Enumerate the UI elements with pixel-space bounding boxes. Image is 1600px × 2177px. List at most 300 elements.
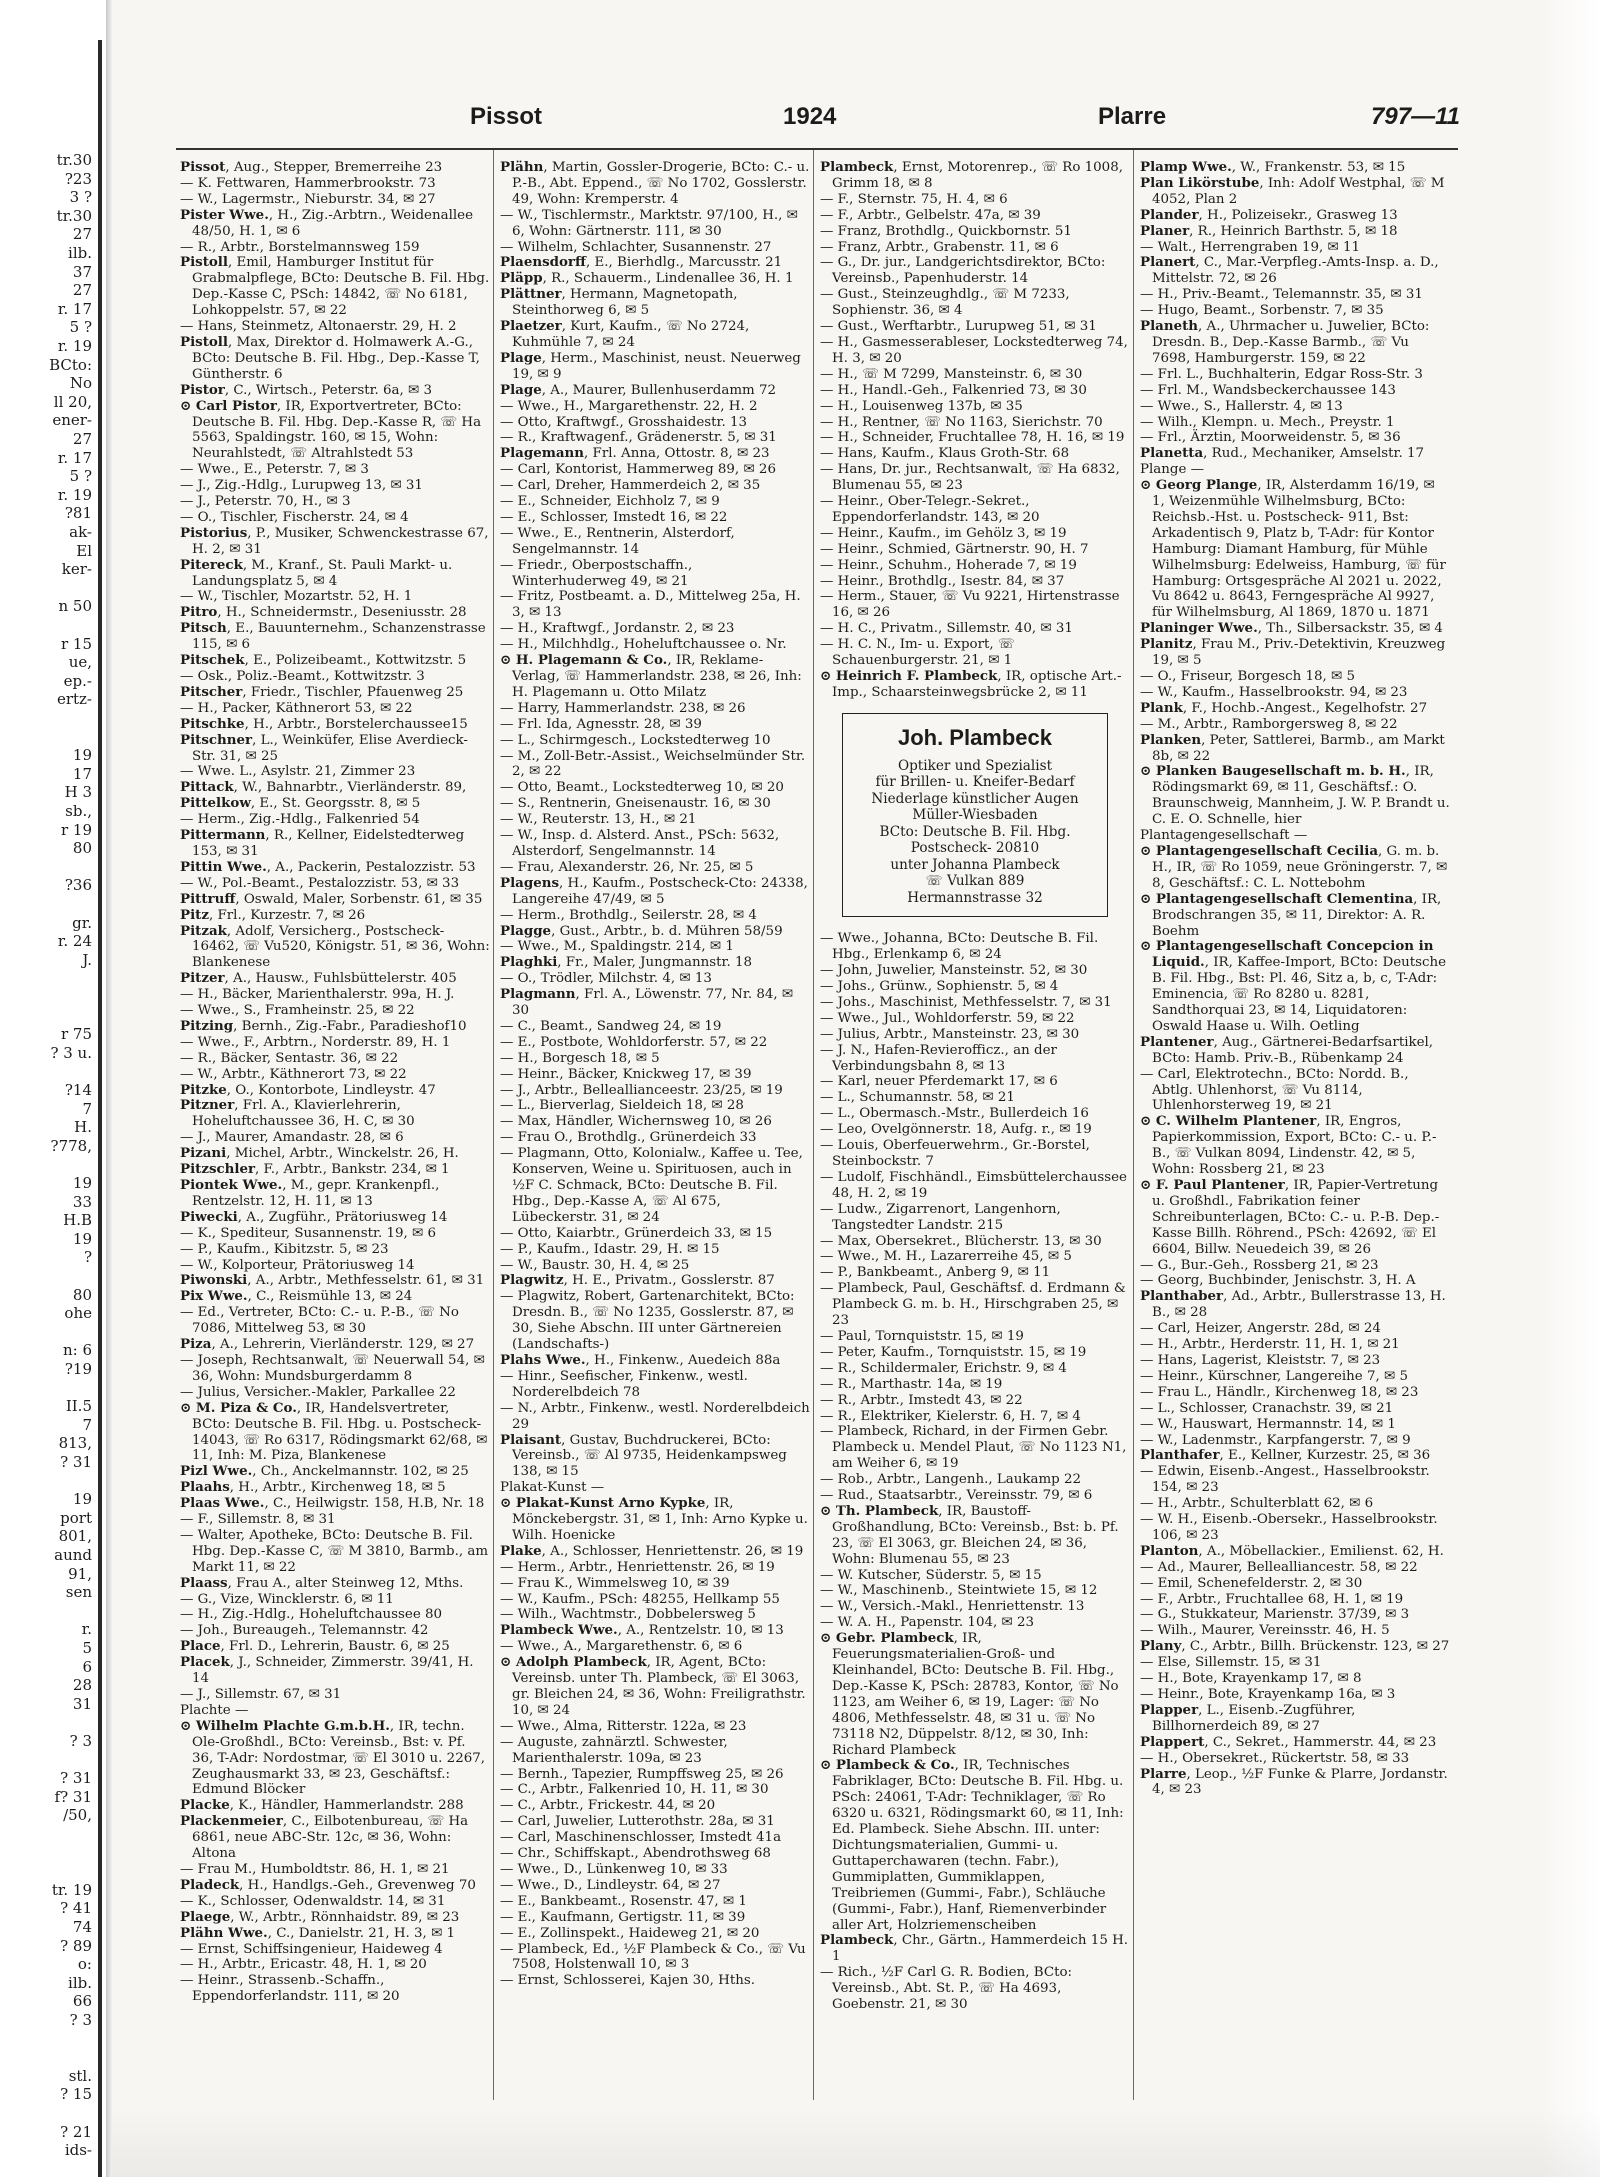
directory-entry: Pitzing, Bernh., Zig.-Fabr., Paradieshof10 xyxy=(180,1017,467,1034)
directory-entry: — Ed., Vertreter, BCto: C.- u. P.-B., ☏ No 7086, Mittelweg 53, ✉ 30 xyxy=(180,1305,459,1337)
column-3-entries-bottom xyxy=(820,931,1130,2013)
directory-entry: — Harry, Hammerlandstr. 238, ✉ 26 xyxy=(500,700,746,716)
directory-entry: — Julius, Versicher.-Makler, Parkallee 22 xyxy=(180,1384,456,1400)
directory-entry: — W., Ladenmstr., Karpfangerstr. 7, ✉ 9 xyxy=(1140,1432,1411,1448)
gutter-fragment: r. 19 xyxy=(57,485,92,504)
directory-entry: Plange — xyxy=(1140,462,1205,478)
page-edge xyxy=(1540,0,1600,2177)
directory-entry: Planer, R., Heinrich Barthstr. 5, ✉ 18 xyxy=(1140,222,1398,239)
gutter-fragment: ?14 xyxy=(64,1081,92,1099)
binding-gutter xyxy=(0,0,112,2177)
directory-entry: ⊙ Wilhelm Plachte G.m.b.H., IR, techn. Ole-Großhdl., BCto: Vereinsb., Bst: v. Pf. 36, T-Adr: Nordostmar, ☏ El 3010 u. 2267, Zeughausmarkt 33, ✉ 23, Geschäftsf.: Edmund Blöcker xyxy=(180,1717,486,1798)
directory-entry: — Frl. Ida, Agnesstr. 28, ✉ 39 xyxy=(500,716,702,732)
directory-entry: — W., Hauswart, Hermannstr. 14, ✉ 1 xyxy=(1140,1416,1396,1432)
directory-entry: — Wwe., A., Margarethenstr. 6, ✉ 6 xyxy=(500,1639,743,1655)
directory-entry: Plagge, Gust., Arbtr., b. d. Mühren 58/59 xyxy=(500,922,783,939)
directory-entry: Pitzak, Adolf, Versicherg., Postscheck-16462, ☏ Vu520, Königstr. 51, ✉ 36, Wohn: Blankenese xyxy=(180,922,490,971)
directory-entry: Pitzschler, F., Arbtr., Bankstr. 234, ✉ 1 xyxy=(180,1161,450,1178)
directory-column-3 xyxy=(820,160,1130,2100)
ad-line: Niederlage künstlicher Augen xyxy=(871,790,1079,807)
gutter-fragment: ? xyxy=(83,1248,92,1267)
directory-entry: Plany, C., Arbtr., Billh. Brückenstr. 123, ✉ 27 xyxy=(1140,1638,1450,1655)
column-3-entries-top xyxy=(820,160,1130,701)
directory-entry: — J., Peterstr. 70, H., ✉ 3 xyxy=(180,494,351,510)
gutter-fragment: J. xyxy=(82,950,92,969)
directory-entry: — N., Arbtr., Finkenw., westl. Norderelbdeich 29 xyxy=(500,1400,810,1432)
directory-entry: — Emil, Schenefelderstr. 2, ✉ 30 xyxy=(1140,1575,1363,1591)
gutter-fragment: 27 xyxy=(72,430,92,448)
gutter-fragment: r 15 xyxy=(60,634,92,653)
directory-entry: Pitz, Frl., Kurzestr. 7, ✉ 26 xyxy=(180,906,366,923)
directory-entry: — H., Arbtr., Ericastr. 48, H. 1, ✉ 20 xyxy=(180,1957,427,1973)
gutter-fragment: No xyxy=(69,374,92,393)
directory-entry: — H., Louisenweg 137b, ✉ 35 xyxy=(820,398,1023,414)
gutter-fragment: sb., xyxy=(65,802,92,820)
directory-entry: — Ernst, Schlosserei, Kajen 30, Hths. xyxy=(500,1973,755,1989)
gutter-fragment: port xyxy=(60,1508,92,1527)
directory-entry: — Georg, Buchbinder, Jenischstr. 3, H. A xyxy=(1140,1273,1416,1289)
directory-entry: — W., Tischlermstr., Marktstr. 97/100, H., ✉ 6, Wohn: Gärtnerstr. 111, ✉ 30 xyxy=(500,207,798,239)
header-last-entry: Plarre xyxy=(1098,103,1167,130)
directory-entry: — Julius, Arbtr., Mansteinstr. 23, ✉ 30 xyxy=(820,1026,1080,1042)
directory-entry: — P., Kaufm., Kibitzstr. 5, ✉ 23 xyxy=(180,1241,389,1257)
directory-entry: Plank, F., Hochb.-Angest., Kegelhofstr. 27 xyxy=(1140,699,1428,716)
directory-entry: Plakat-Kunst — xyxy=(500,1480,605,1496)
gutter-fragment: ohe xyxy=(64,1304,92,1323)
directory-entry: — E., Zollinspekt., Haideweg 21, ✉ 20 xyxy=(500,1925,760,1941)
directory-entry: ⊙ Plantagengesellschaft Clementina, IR, Brodschrangen 35, ✉ 11, Direktor: A. R. Boehm xyxy=(1140,890,1442,939)
gutter-fragment: 7 xyxy=(82,1415,92,1434)
header-rule xyxy=(176,148,1458,150)
gutter-fragment: ue, xyxy=(68,653,92,672)
directory-entry: — W. Kutscher, Süderstr. 5, ✉ 15 xyxy=(820,1567,1042,1583)
directory-entry: — Frau K., Wimmelsweg 10, ✉ 39 xyxy=(500,1575,730,1591)
directory-entry: — L., Schirmgesch., Lockstedterweg 10 xyxy=(500,732,771,748)
gutter-fragment: ? 15 xyxy=(60,2085,92,2104)
directory-entry: Plagemann, Frl. Anna, Ottostr. 8, ✉ 23 xyxy=(500,445,770,462)
directory-entry: — Karl, neuer Pferdemarkt 17, ✉ 6 xyxy=(820,1074,1058,1090)
directory-entry: Plappert, C., Sekret., Hammerstr. 44, ✉ 23 xyxy=(1140,1733,1437,1750)
directory-entry: — F., Sillemstr. 8, ✉ 31 xyxy=(180,1512,336,1528)
directory-entry: Plambeck, Chr., Gärtn., Hammerdeich 15 H. 1 xyxy=(820,1932,1129,1965)
directory-entry: Plander, H., Polizeisekr., Grasweg 13 xyxy=(1140,206,1398,223)
directory-entry: — Hans, Kaufm., Klaus Groth-Str. 68 xyxy=(820,446,1070,462)
directory-entry: Plan Likörstube, Inh: Adolf Westphal, ☏ M 4052, Plan 2 xyxy=(1140,174,1445,207)
directory-entry: — K., Schlosser, Odenwaldstr. 14, ✉ 31 xyxy=(180,1893,446,1909)
directory-entry: — Hinr., Seefischer, Finkenw., westl. Norderelbdeich 78 xyxy=(500,1368,748,1400)
directory-entry: ⊙ Gebr. Plambeck, IR, Feuerungsmaterialien-Groß- und Kleinhandel, BCto: Deutsche B. Fil. Hbg., Dep.-Kasse K, PSch: 28783, Kontor, ☏ No 1123, am Weiher 6, ✉ 19, Lager: ☏ No 4806, Methfesselstr. 48, ✉ 31 u. ☏ No 73118 N2, Düppelstr. 8/12, ✉ 30, Inh: Richard Plambeck xyxy=(820,1630,1119,1758)
directory-entry: Plage, Herm., Maschinist, neust. Neuerweg 19, ✉ 9 xyxy=(500,349,801,382)
gutter-rule xyxy=(98,40,102,2177)
directory-entry: Pitro, H., Schneidermstr., Deseniusstr. 28 xyxy=(180,604,467,621)
gutter-fragment: ep.- xyxy=(63,671,92,690)
directory-entry: — Plagmann, Otto, Kolonialw., Kaffee u. Tee, Konserven, Weine u. Spirituosen, auch in ½F C. Schmack, BCto: Deutsche B. Fil. Hbg., Dep.-Kasse A, ☏ Al 675, Lübeckerstr. 31, ✉ 24 xyxy=(500,1146,803,1225)
directory-entry: — Carl, Heizer, Angerstr. 28d, ✉ 24 xyxy=(1140,1321,1381,1337)
directory-entry: — C., Arbtr., Frickestr. 44, ✉ 20 xyxy=(500,1798,716,1814)
directory-entry: — Hugo, Beamt., Sorbenstr. 7, ✉ 35 xyxy=(1140,303,1384,319)
directory-entry: — H., Bäcker, Marienthalerstr. 99a, H. J. xyxy=(180,987,455,1003)
directory-entry: — H., Kraftwgf., Jordanstr. 2, ✉ 23 xyxy=(500,621,735,637)
directory-entry: — Rob., Arbtr., Langenh., Laukamp 22 xyxy=(820,1472,1082,1488)
directory-entry: Plambeck, Ernst, Motorenrep., ☏ Ro 1008, Grimm 18, ✉ 8 xyxy=(820,160,1123,191)
directory-entry: — Wwe., E., Peterstr. 7, ✉ 3 xyxy=(180,462,369,478)
directory-entry: — Carl, Juwelier, Lutterothstr. 28a, ✉ 31 xyxy=(500,1814,775,1830)
gutter-fragment: 19 xyxy=(72,1229,92,1248)
directory-entry: ⊙ H. Plagemann & Co., IR, Reklame-Verlag, ☏ Hammerlandstr. 238, ✉ 26, Inh: H. Plagemann u. Otto Milatz xyxy=(500,652,802,700)
gutter-fragment: H. xyxy=(74,1118,92,1137)
directory-entry: — F., Sternstr. 75, H. 4, ✉ 6 xyxy=(820,191,1008,207)
directory-entry: Plaas Wwe., C., Heilwigstr. 158, H.B, Nr. 18 xyxy=(180,1495,485,1512)
gutter-fragment: II.5 xyxy=(65,1397,92,1416)
gutter-fragment: o: xyxy=(77,1955,92,1974)
directory-entry: — Louis, Oberfeuerwehrm., Gr.-Borstel, Steinbockstr. 7 xyxy=(820,1138,1090,1169)
directory-entry: Pistoll, Max, Direktor d. Holmawerk A.-G., BCto: Deutsche B. Fil. Hbg., Dep.-Kasse T, Güntherstr. 6 xyxy=(180,333,480,382)
directory-entry: — Hans, Dr. jur., Rechtsanwalt, ☏ Ha 6832, Blumenau 55, ✉ 23 xyxy=(820,462,1120,494)
directory-entry: ⊙ Plambeck & Co., IR, Technisches Fabriklager, BCto: Deutsche B. Fil. Hbg. u. PSch: 24061, T-Adr: Techniklager, ☏ Ro 6320 u. 6321, Rödingsmarkt 60, ✉ 11, Inh: Ed. Plambeck. Siehe Abschn. III. unter: Dichtungsmaterialien, Gummi- u. Guttaperchawaren (techn. Fabr.), Gummiplatten, Gummiklappen, Treibriemen (Gummi-, Fabr.), Schläuche (Gummi-, Fabr.), Hanf, Riemenverbinder aller Art, Holzriemenscheiben xyxy=(820,1757,1124,1933)
directory-entry: — Johs., Grünw., Sophienstr. 5, ✉ 4 xyxy=(820,979,1059,995)
ad-line: ☏ Vulkan 889 xyxy=(925,873,1025,890)
gutter-fragment: tr. 19 xyxy=(51,1880,92,1899)
directory-entry: ⊙ Heinrich F. Plambeck, IR, optische Art.-Imp., Schaarsteinwegsbrücke 2, ✉ 11 xyxy=(820,668,1122,700)
directory-entry: — Plambeck, Paul, Geschäftsf. d. Erdmann & Plambeck G. m. b. H., Hirschgraben 25, ✉ 23 xyxy=(820,1281,1126,1329)
advertisement-box xyxy=(842,713,1108,918)
directory-entry: Pitschek, E., Polizeibeamt., Kottwitzstr. 5 xyxy=(180,652,467,669)
directory-entry: — H., Milchhdlg., Hoheluftchaussee o. Nr. xyxy=(500,637,787,653)
gutter-fragment: 28 xyxy=(72,1676,92,1695)
directory-entry: — F., Arbtr., Gelbelstr. 47a, ✉ 39 xyxy=(820,207,1041,223)
gutter-fragment: ll 20, xyxy=(53,392,92,411)
directory-entry: Plage, A., Maurer, Bullenhuserdamm 72 xyxy=(500,381,777,398)
directory-entry: Pitzner, Frl. A., Klavierlehrerin, Hoheluftchaussee 36, H. C, ✉ 30 xyxy=(180,1097,415,1130)
directory-entry: — R., Marthastr. 14a, ✉ 19 xyxy=(820,1376,1003,1392)
directory-entry: — H., Arbtr., Herderstr. 11, H. 1, ✉ 21 xyxy=(1140,1337,1400,1353)
directory-entry: ⊙ Georg Plange, IR, Alsterdamm 16/19, ✉ 1, Weizenmühle Wilhelmsburg, BCto: Reichsb.-Hst. u. Postscheck- 911, Bst: Arkadentisch 9, Platz b, T-Adr: für Kontor Hamburg: Diamant Hamburg, für Mühle Wilhelmsburg: Edelweiss, Hamburg, ☏ für Hamburg: Ortsgespräche Al 2021 u. 2022, Vu 8642 u. 8643, Ferngespräche Al 9927, für Wilhelmsburg, Al 1869, 1870 u. 1871 xyxy=(1140,477,1446,621)
ad-line: Optiker und Spezialist xyxy=(897,757,1053,774)
directory-entry: Plake, A., Schlosser, Henriettenstr. 26, ✉ 19 xyxy=(500,1542,804,1559)
directory-entry: Plaisant, Gustav, Buchdruckerei, BCto: Vereinsb., ☏ Al 9735, Heidenkampsweg 138, ✉ 15 xyxy=(500,1431,787,1480)
directory-entry: — Herm., Arbtr., Henriettenstr. 26, ✉ 19 xyxy=(500,1559,775,1575)
directory-entry: — Carl, Maschinenschlosser, Imstedt 41a xyxy=(500,1830,782,1846)
directory-entry: — M., Zoll-Betr.-Assist., Weichselmünder Str. 2, ✉ 22 xyxy=(500,748,806,780)
gutter-fragment: aund xyxy=(54,1546,92,1564)
directory-entry: — W., Kaufm., PSch: 48255, Hellkamp 55 xyxy=(500,1591,780,1607)
directory-entry: Plantener, Aug., Gärtnerei-Bedarfsartikel, BCto: Hamb. Priv.-B., Rübenkamp 24 xyxy=(1140,1033,1434,1066)
directory-entry: — Wilh., Klempn. u. Mech., Preystr. 1 xyxy=(1140,414,1395,430)
directory-entry: — Fritz, Postbeamt. a. D., Mittelweg 25a, H. 3, ✉ 13 xyxy=(500,589,801,621)
gutter-fragment: 31 xyxy=(72,1694,92,1713)
gutter-fragment: 66 xyxy=(72,1992,92,2011)
directory-entry: Pitschner, L., Weinküfer, Elise Averdieck-Str. 31, ✉ 25 xyxy=(180,731,468,764)
directory-entry: — Frau, Alexanderstr. 26, Nr. 25, ✉ 5 xyxy=(500,859,754,875)
directory-entry: — Joh., Bureaugeh., Telemannstr. 42 xyxy=(180,1623,429,1639)
directory-entry: — W., Reuterstr. 13, H., ✉ 21 xyxy=(500,812,697,828)
gutter-fragment: ?81 xyxy=(64,504,92,523)
header-first-entry: Pissot xyxy=(470,103,543,130)
directory-entry: — Frl. M., Wandsbeckerchaussee 143 xyxy=(1140,382,1396,398)
column-divider xyxy=(1133,150,1134,2100)
gutter-fragment: 5 ? xyxy=(69,467,92,486)
directory-entry: Pistoll, Emil, Hamburger Institut für Grabmalpflege, BCto: Deutsche B. Fil. Hbg. Dep.-Kasse C, PSch: 14842, ☏ No 6181, Lohkoppelstr. 57, ✉ 22 xyxy=(180,254,490,319)
directory-entry: — M., Arbtr., Ramborgersweg 8, ✉ 22 xyxy=(1140,716,1398,732)
directory-entry: — Heinr., Bote, Krayenkamp 16a, ✉ 3 xyxy=(1140,1687,1396,1702)
directory-entry: ⊙ Plantagengesellschaft Cecilia, G. m. b. H., IR, ☏ Ro 1059, neue Gröningerstr. 7, ✉ 8, Geschäftsf.: C. L. Nottebohm xyxy=(1140,842,1448,891)
ad-title: Joh. Plambeck xyxy=(897,724,1053,750)
directory-entry: — G., Stukkateur, Marienstr. 37/39, ✉ 3 xyxy=(1140,1607,1410,1623)
directory-entry: — H., Arbtr., Schulterblatt 62, ✉ 6 xyxy=(1140,1496,1374,1512)
directory-entry: Pissot, Aug., Stepper, Bremerreihe 23 xyxy=(180,160,443,175)
gutter-shadow xyxy=(106,0,112,2177)
directory-entry: — H., Packer, Käthnerort 53, ✉ 22 xyxy=(180,700,413,716)
directory-entry: — H., Zig.-Hdlg., Hoheluftchaussee 80 xyxy=(180,1607,443,1623)
gutter-fragment: ? 3 xyxy=(69,1732,92,1750)
gutter-fragment: ener- xyxy=(52,411,92,430)
directory-entry: Plagens, H., Kaufm., Postscheck-Cto: 24338, Langereihe 47/49, ✉ 5 xyxy=(500,874,808,907)
directory-entry: — K. Fettwaren, Hammerbrookstr. 73 xyxy=(180,175,436,191)
gutter-fragment: 80 xyxy=(72,1285,92,1304)
gutter-fragment: r. 17 xyxy=(57,299,92,318)
directory-entry: ⊙ M. Piza & Co., IR, Handelsvertreter, BCto: Deutsche B. Fil. Hbg. u. Postscheck-14043, ☏ Ro 6317, Rödingsmarkt 62/68, ✉ 11, Inh: M. Piza, Blankenese xyxy=(180,1399,488,1464)
directory-entry: Pitschke, H., Arbtr., Borstelerchaussee15 xyxy=(180,715,468,732)
directory-entry: — Plambeck, Ed., ½F Plambeck & Co., ☏ Vu 7508, Holstenwall 10, ✉ 3 xyxy=(500,1941,806,1973)
directory-entry: — Wwe., D., Lindleystr. 64, ✉ 27 xyxy=(500,1877,721,1893)
directory-entry: — Ernst, Schiffsingenieur, Haideweg 4 xyxy=(180,1941,443,1957)
gutter-fragment: 74 xyxy=(72,1918,92,1936)
directory-entry: Piontek Wwe., M., gepr. Krankenpfl., Rentzelstr. 12, H. 11, ✉ 13 xyxy=(180,1177,440,1209)
directory-entry: — J., Arbtr., Belleallianceestr. 23/25, ✉ 19 xyxy=(500,1082,783,1098)
directory-entry: Pitscher, Friedr., Tischler, Pfauenweg 25 xyxy=(180,683,464,700)
directory-entry: ⊙ Planken Baugesellschaft m. b. H., IR, Rödingsmarkt 69, ✉ 11, Geschäftsf.: O. Braunschweig, Mannheim, J. W. P. Brandt u. C. E. O. Schnelle, hier xyxy=(1140,763,1450,828)
directory-entry: — Wwe., Alma, Ritterstr. 122a, ✉ 23 xyxy=(500,1718,747,1734)
directory-entry: — Else, Sillemstr. 15, ✉ 31 xyxy=(1140,1655,1322,1671)
directory-entry: Plackenmeier, C., Eilbotenbureau, ☏ Ha 6861, neue ABC-Str. 12c, ✉ 36, Wohn: Altona xyxy=(180,1813,469,1862)
directory-entry: — H., Bote, Krayenkamp 17, ✉ 8 xyxy=(1140,1671,1362,1687)
gutter-fragment: ilb. xyxy=(68,244,92,262)
ad-line: für Brillen- u. Kneifer-Bedarf xyxy=(875,774,1075,791)
gutter-fragment: 19 xyxy=(72,1490,92,1509)
directory-entry: Planinger Wwe., Th., Silbersackstr. 35, ✉ 4 xyxy=(1140,620,1443,637)
directory-entry: Pittack, W., Bahnarbtr., Vierländerstr. 89, xyxy=(180,779,467,796)
directory-entry: — O., Trödler, Milchstr. 4, ✉ 13 xyxy=(500,971,712,987)
directory-entry: — G., Dr. jur., Landgerichtsdirektor, BCto: Vereinsb., Papenhuderstr. 14 xyxy=(820,255,1106,287)
directory-entry: — P., Bankbeamt., Anberg 9, ✉ 11 xyxy=(820,1265,1051,1281)
gutter-fragment: ids- xyxy=(64,2141,92,2160)
directory-entry: Piwecki, A., Zugführ., Prätoriusweg 14 xyxy=(180,1208,448,1225)
directory-entry: — Frau O., Brothdlg., Grünerdeich 33 xyxy=(500,1130,757,1146)
directory-entry: — L., Schlosser, Cranachstr. 39, ✉ 21 xyxy=(1140,1400,1394,1416)
directory-entry: — K., Spediteur, Susannenstr. 19, ✉ 6 xyxy=(180,1225,437,1241)
gutter-fragment: ?36 xyxy=(64,876,92,895)
gutter-fragment: ? 3 xyxy=(69,2011,92,2029)
directory-entry: — E., Kaufmann, Gertigstr. 11, ✉ 39 xyxy=(500,1909,746,1925)
directory-entry: Plahs Wwe., H., Finkenw., Auedeich 88a xyxy=(500,1351,781,1368)
directory-entry: — Walt., Herrengraben 19, ✉ 11 xyxy=(1140,239,1361,255)
directory-entry: — Wilh., Wachtmstr., Dobbelersweg 5 xyxy=(500,1607,756,1623)
directory-entry: — Wwe., S., Framheinstr. 25, ✉ 22 xyxy=(180,1003,415,1019)
directory-entry: Pizl Wwe., Ch., Anckelmannstr. 102, ✉ 25 xyxy=(180,1463,469,1480)
directory-entry: — Rud., Staatsarbtr., Vereinsstr. 79, ✉ 6 xyxy=(820,1488,1093,1504)
directory-entry: — H. C. N., Im- u. Export, ☏ Schauenburgerstr. 21, ✉ 1 xyxy=(820,637,1015,669)
directory-entry: — Franz, Arbtr., Grabenstr. 11, ✉ 6 xyxy=(820,239,1059,255)
directory-entry: — Otto, Kaiarbtr., Grünerdeich 33, ✉ 15 xyxy=(500,1225,773,1241)
directory-entry: — O., Friseur, Borgesch 18, ✉ 5 xyxy=(1140,669,1356,684)
directory-entry: Plamp Wwe., W., Frankenstr. 53, ✉ 15 xyxy=(1140,160,1406,175)
directory-entry: Pitzke, O., Kontorbote, Lindleystr. 47 xyxy=(180,1081,436,1098)
directory-entry: ⊙ Plantagengesellschaft Concepcion in Liquid., IR, Kaffee-Import, BCto: Deutsche B. Fil. Hbg., Bst: Pl. 46, Sitz a, b, c, T-Adr: Eminencia, ☏ Ro 8280 u. 8281, Sandthorquai 23, ✉ 14, Liquidatoren: Oswald Haase u. Wilh. Oetling xyxy=(1140,938,1447,1034)
directory-entry: — Johs., Maschinist, Methfesselstr. 7, ✉ 31 xyxy=(820,994,1112,1010)
directory-entry: — W., Arbtr., Käthnerort 73, ✉ 22 xyxy=(180,1066,407,1082)
gutter-fragment: r. 17 xyxy=(57,448,92,467)
directory-entry: — Herm., Brothdlg., Seilerstr. 28, ✉ 4 xyxy=(500,907,757,923)
directory-entry: Planitz, Frau M., Priv.-Detektivin, Kreuzweg 19, ✉ 5 xyxy=(1140,636,1446,669)
gutter-fragment: /50, xyxy=(63,1806,92,1825)
directory-entry: — W., Tischler, Mozartstr. 52, H. 1 xyxy=(180,589,413,605)
gutter-fragment: BCto: xyxy=(49,355,92,374)
gutter-fragment: ?23 xyxy=(64,169,92,188)
ad-line: Hermannstrasse 32 xyxy=(907,889,1043,906)
directory-entry: Plantagengesellschaft — xyxy=(1140,828,1308,844)
gutter-fragment: 19 xyxy=(72,746,92,765)
directory-entry: — Carl, Dreher, Hammerdeich 2, ✉ 35 xyxy=(500,478,761,494)
directory-entry: Plambeck Wwe., A., Rentzelstr. 10, ✉ 13 xyxy=(500,1622,784,1639)
directory-entry: — W. A. H., Papenstr. 104, ✉ 23 xyxy=(820,1615,1035,1631)
directory-entry: Pistor, C., Wirtsch., Peterstr. 6a, ✉ 3 xyxy=(180,381,433,398)
directory-entry: Plaensdorff, E., Bierhdlg., Marcusstr. 21 xyxy=(500,254,783,271)
page-number: 797—11 xyxy=(1371,103,1460,130)
directory-entry: — H., Rentner, ☏ No 1163, Sierichstr. 70 xyxy=(820,414,1103,430)
directory-entry: — W., Pol.-Beamt., Pestalozzistr. 53, ✉ 33 xyxy=(180,875,460,891)
directory-entry: — Wilh., Maurer, Vereinsstr. 46, H. 5 xyxy=(1140,1623,1390,1639)
directory-entry: Placke, K., Händler, Hammerlandstr. 288 xyxy=(180,1797,464,1814)
directory-entry: Plähn, Martin, Gossler-Drogerie, BCto: C.- u. P.-B., Abt. Eppend., ☏ No 1702, Gosslerstr. 49, Wohn: Kremperstr. 4 xyxy=(500,160,810,207)
directory-entry: Plagwitz, H. E., Privatm., Gosslerstr. 87 xyxy=(500,1272,775,1289)
gutter-fragment: ? 3 u. xyxy=(50,1043,92,1062)
gutter-fragment: 7 xyxy=(82,1099,92,1118)
directory-entry: Planeth, A., Uhrmacher u. Juwelier, BCto: Dresdn. B., Dep.-Kasse Barmb., ☏ Vu 7698, Hamburgerstr. 159, ✉ 22 xyxy=(1140,318,1430,366)
ad-lines xyxy=(851,758,1099,907)
directory-entry: — L., Bierverlag, Sieldeich 18, ✉ 28 xyxy=(500,1098,744,1114)
directory-entry: — H., ☏ M 7299, Mansteinstr. 6, ✉ 30 xyxy=(820,366,1083,382)
directory-column-4 xyxy=(1140,160,1450,2100)
gutter-fragment: 80 xyxy=(72,839,92,858)
gutter-fragment: 5 ? xyxy=(69,318,92,337)
directory-entry: Pix Wwe., C., Reismühle 13, ✉ 24 xyxy=(180,1288,413,1305)
directory-entry: — G., Bur.-Geh., Rossberg 21, ✉ 23 xyxy=(1140,1257,1379,1273)
directory-entry: Plaetzer, Kurt, Kaufm., ☏ No 2724, Kuhmühle 7, ✉ 24 xyxy=(500,318,750,350)
gutter-fragment: 27 xyxy=(72,225,92,244)
directory-entry: — Carl, Kontorist, Hammerweg 89, ✉ 26 xyxy=(500,462,776,478)
directory-entry: — W. H., Eisenb.-Obersekr., Hasselbrookstr. 106, ✉ 23 xyxy=(1140,1512,1438,1543)
directory-entry: Plaahs, H., Arbtr., Kirchenweg 18, ✉ 5 xyxy=(180,1479,446,1496)
gutter-fragment: ?19 xyxy=(64,1360,92,1378)
directory-entry: — Plambeck, Richard, in der Firmen Gebr. Plambeck u. Mendel Plaut, ☏ No 1123 N1, am Weiher 6, ✉ 19 xyxy=(820,1424,1127,1472)
gutter-fragment: ? 41 xyxy=(60,1899,92,1918)
gutter-fragment: 37 xyxy=(72,262,92,281)
directory-entry: Pitzer, A., Hausw., Fuhlsbüttelerstr. 405 xyxy=(180,970,457,987)
gutter-fragment: sen xyxy=(65,1583,92,1602)
directory-entry: Plaass, Frau A., alter Steinweg 12, Mths. xyxy=(180,1574,464,1591)
directory-entry: ⊙ Carl Pistor, IR, Exportvertreter, BCto: Deutsche B. Fil. Hbg. Dep.-Kasse R, ☏ Ha 5563, Spaldingstr. 160, ✉ 15, Wohn: Neurahlstedt, ☏ Altrahlstedt 53 xyxy=(180,397,482,462)
gutter-fragment: ?778, xyxy=(50,1136,92,1155)
directory-entry: Plähn Wwe., C., Danielstr. 21, H. 3, ✉ 1 xyxy=(180,1924,456,1941)
directory-entry: — J. N., Hafen-Revierofficz., an der Verbindungsbahn 8, ✉ 13 xyxy=(820,1042,1057,1074)
directory-entry: ⊙ C. Wilhelm Plantener, IR, Engros, Papierkommission, Export, BCto: C.- u. P.-B., ☏ Vulkan 8094, Lindenstr. 42, ✉ 5, Wohn: Rossberg 21, ✉ 23 xyxy=(1140,1113,1437,1178)
directory-entry: — Franz, Brothdlg., Quickbornstr. 51 xyxy=(820,223,1072,239)
page-foot-shade xyxy=(112,2107,1600,2177)
directory-entry: Plachte — xyxy=(180,1702,249,1718)
directory-entry: — O., Tischler, Fischerstr. 24, ✉ 4 xyxy=(180,509,409,525)
directory-entry: Pittin Wwe., A., Packerin, Pestalozzistr. 53 xyxy=(180,858,476,875)
directory-entry: — W., Kolporteur, Prätoriusweg 14 xyxy=(180,1257,415,1273)
directory-entry: — Wwe., H., Margarethenstr. 22, H. 2 xyxy=(500,398,758,414)
directory-entry: — E., Schlosser, Imstedt 16, ✉ 22 xyxy=(500,509,728,525)
gutter-fragment: n 50 xyxy=(58,597,92,616)
directory-entry: — W., Maschinenb., Steintwiete 15, ✉ 12 xyxy=(820,1583,1098,1599)
directory-entry: — Bernh., Tapezier, Rumpffsweg 25, ✉ 26 xyxy=(500,1766,784,1782)
directory-entry: Pladeck, H., Handlgs.-Geh., Grevenweg 70 xyxy=(180,1876,476,1893)
directory-entry: — John, Juwelier, Mansteinstr. 52, ✉ 30 xyxy=(820,963,1088,979)
directory-entry: Placek, J., Schneider, Zimmerstr. 39/41, H. 14 xyxy=(180,1654,474,1687)
directory-entry: — Wwe., Jul., Wohldorferstr. 59, ✉ 22 xyxy=(820,1010,1075,1026)
gutter-fragment: stl. xyxy=(68,2066,92,2085)
directory-entry: — Wwe., Johanna, BCto: Deutsche B. Fil. Hbg., Erlenkamp 6, ✉ 24 xyxy=(820,931,1099,963)
directory-entry: Plarre, Leop., ½F Funke & Plarre, Jordanstr. 4, ✉ 23 xyxy=(1140,1765,1448,1798)
directory-entry: — Peter, Kaufm., Tornquiststr. 15, ✉ 19 xyxy=(820,1344,1087,1360)
directory-entry: — C., Beamt., Sandweg 24, ✉ 19 xyxy=(500,1018,722,1034)
directory-entry: — Friedr., Oberpostschaffn., Winterhuderweg 49, ✉ 21 xyxy=(500,557,693,589)
directory-entry: ⊙ Th. Plambeck, IR, Baustoff-Großhandlung, BCto: Vereinsb., Bst: b. Pf. 23, ☏ El 3063, gr. Bleichen 24, ✉ 36, Wohn: Blumenau 55, ✉ 23 xyxy=(820,1502,1119,1567)
directory-entry: — Paul, Tornquiststr. 15, ✉ 19 xyxy=(820,1328,1024,1344)
directory-entry: — Gust., Werftarbtr., Lurupweg 51, ✉ 31 xyxy=(820,319,1097,335)
directory-entry: — W., Baustr. 30, H. 4, ✉ 25 xyxy=(500,1257,690,1273)
directory-entry: Pittruff, Oswald, Maler, Sorbenstr. 61, ✉ 35 xyxy=(180,890,483,907)
directory-entry: — J., Maurer, Amandastr. 28, ✉ 6 xyxy=(180,1130,404,1146)
directory-entry: — F., Arbtr., Fruchtallee 68, H. 1, ✉ 19 xyxy=(1140,1591,1404,1607)
directory-entry: — Max, Händler, Wichernsweg 10, ✉ 26 xyxy=(500,1114,772,1130)
directory-entry: — Carl, Elektrotechn., BCto: Nordd. B., Abtlg. Uhlenhorst, ☏ Vu 8114, Uhlenhorsterweg 19, ✉ 21 xyxy=(1140,1066,1409,1114)
directory-entry: Plapper, L., Eisenb.-Zugführer, Billhornerdeich 89, ✉ 27 xyxy=(1140,1701,1356,1734)
directory-entry: — E., Bankbeamt., Rosenstr. 47, ✉ 1 xyxy=(500,1893,747,1909)
directory-entry: — Heinr., Kürschner, Langereihe 7, ✉ 5 xyxy=(1140,1368,1409,1384)
ad-line: Postscheck- 20810 xyxy=(910,840,1040,857)
directory-entry: — Frl., Ärztin, Moorweidenstr. 5, ✉ 36 xyxy=(1140,430,1401,446)
directory-entry: ⊙ Adolph Plambeck, IR, Agent, BCto: Vereinsb. unter Th. Plambeck, ☏ El 3063, gr. Bleichen 24, ✉ 36, Wohn: Freiligrathstr. 10, ✉ 24 xyxy=(500,1654,806,1718)
directory-entry: — Chr., Schiffskapt., Abendrothsweg 68 xyxy=(500,1846,771,1862)
gutter-fragment: 33 xyxy=(72,1192,92,1211)
ad-line: BCto: Deutsche B. Fil. Hbg. xyxy=(879,823,1071,840)
directory-entry: — R., Arbtr., Borstelmannsweg 159 xyxy=(180,239,420,255)
gutter-fragment: n: 6 xyxy=(62,1341,92,1360)
directory-entry: — W., Versich.-Makl., Henriettenstr. 13 xyxy=(820,1599,1085,1615)
gutter-fragment: ? 21 xyxy=(60,2122,92,2141)
directory-entry: — Ludw., Zigarrenort, Langenhorn, Tangstedter Landstr. 215 xyxy=(820,1201,1061,1233)
directory-entry: — Wwe., E., Rentnerin, Alsterdorf, Sengelmannstr. 14 xyxy=(500,525,735,557)
directory-entry: — Frl. L., Buchhalterin, Edgar Ross-Str. 3 xyxy=(1140,366,1423,382)
directory-entry: — E., Schneider, Eichholz 7, ✉ 9 xyxy=(500,494,720,510)
directory-entry: — R., Kraftwagenf., Grädenerstr. 5, ✉ 31 xyxy=(500,430,777,446)
directory-entry: — Wilhelm, Schlachter, Susannenstr. 27 xyxy=(500,239,772,255)
directory-entry: — Ludolf, Fischhändl., Eimsbüttelerchaussee 48, H. 2, ✉ 19 xyxy=(820,1169,1127,1201)
directory-entry: Pistorius, P., Musiker, Schwenckestrasse 67, H. 2, ✉ 31 xyxy=(180,524,489,557)
directory-entry: Pitsch, E., Bauunternehm., Schanzenstrasse 115, ✉ 6 xyxy=(180,620,486,653)
gutter-fragment: gr. xyxy=(72,913,92,932)
directory-entry: Pläpp, R., Schauerm., Lindenallee 36, H. 1 xyxy=(500,270,794,287)
gutter-fragment: 27 xyxy=(72,281,92,300)
directory-entry: — H., Obersekret., Rückertstr. 58, ✉ 33 xyxy=(1140,1750,1410,1766)
directory-entry: — Wwe., M., Spaldingstr. 214, ✉ 1 xyxy=(500,939,734,955)
directory-entry: — Hans, Lagerist, Kleiststr. 7, ✉ 23 xyxy=(1140,1352,1381,1368)
gutter-fragment: ? 31 xyxy=(60,1453,92,1471)
ad-line: Müller-Wiesbaden xyxy=(912,807,1038,824)
